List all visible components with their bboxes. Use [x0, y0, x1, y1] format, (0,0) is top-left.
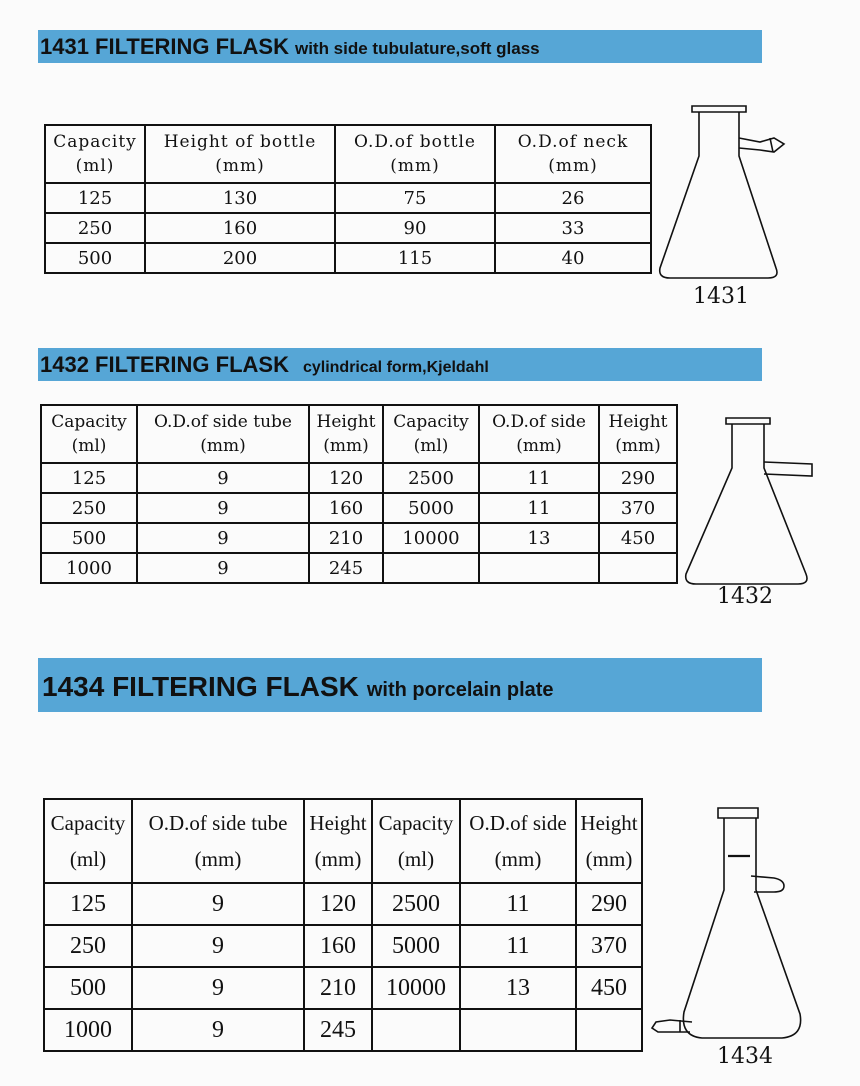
table-row — [44, 967, 642, 1009]
table-row — [41, 463, 677, 493]
section-1431-subtitle: with side tubulature,soft glass — [294, 39, 540, 58]
table-cell: 33 — [495, 213, 651, 243]
table-cell — [372, 1009, 460, 1051]
column-header-label: Height — [316, 412, 376, 432]
table-cell — [460, 1009, 576, 1051]
column-header-label: Capacity — [51, 412, 127, 432]
table-cell: 290 — [599, 463, 677, 493]
flask-1434-illustration — [644, 800, 814, 1050]
column-header-unit: (ml) — [397, 847, 435, 871]
column-header — [479, 405, 599, 463]
table-cell: 9 — [137, 553, 309, 583]
table-cell: 2500 — [383, 463, 479, 493]
table-cell: 500 — [41, 523, 137, 553]
section-1432-subtitle: cylindrical form,Kjeldahl — [302, 359, 489, 376]
table-cell: 210 — [304, 967, 372, 1009]
table-cell: 5000 — [372, 925, 460, 967]
flask-1432-illustration — [680, 412, 820, 592]
table-cell: 9 — [132, 883, 304, 925]
column-header — [372, 799, 460, 883]
table-cell: 26 — [495, 183, 651, 213]
column-header-unit: (mm) — [585, 847, 633, 871]
column-header-label: Height — [608, 412, 668, 432]
section-1434-banner — [38, 658, 762, 712]
column-header — [309, 405, 383, 463]
table-cell: 1000 — [44, 1009, 132, 1051]
column-header-unit: (mm) — [615, 436, 661, 456]
table-cell: 5000 — [383, 493, 479, 523]
column-header — [41, 405, 137, 463]
table-cell: 125 — [45, 183, 145, 213]
table-cell: 90 — [335, 213, 495, 243]
table-cell: 245 — [304, 1009, 372, 1051]
table-cell: 1000 — [41, 553, 137, 583]
column-header-unit: (mm) — [314, 847, 362, 871]
table-cell: 11 — [460, 925, 576, 967]
table-cell: 13 — [460, 967, 576, 1009]
table-cell: 9 — [137, 523, 309, 553]
table-cell: 11 — [460, 883, 576, 925]
column-header-unit: (mm) — [194, 847, 242, 871]
table-header-row — [41, 405, 677, 463]
column-header — [137, 405, 309, 463]
table-cell: 115 — [335, 243, 495, 273]
table-cell: 210 — [309, 523, 383, 553]
flask-1431-illustration — [650, 98, 790, 288]
table-cell: 120 — [304, 883, 372, 925]
table-cell: 370 — [576, 925, 642, 967]
table-row — [44, 883, 642, 925]
column-header-unit: (ml) — [75, 156, 115, 176]
column-header — [599, 405, 677, 463]
table-cell: 160 — [304, 925, 372, 967]
table-cell: 9 — [132, 925, 304, 967]
table-row — [44, 1009, 642, 1051]
column-header — [495, 125, 651, 183]
table-cell: 9 — [132, 1009, 304, 1051]
table-cell: 9 — [137, 493, 309, 523]
column-header — [44, 799, 132, 883]
table-row — [41, 493, 677, 523]
column-header-unit: (mm) — [215, 156, 265, 176]
column-header-label: O.D.of side — [469, 811, 567, 835]
section-1432-banner — [38, 348, 762, 381]
column-header — [335, 125, 495, 183]
table-cell — [383, 553, 479, 583]
flask-1432-label: 1432 — [717, 584, 773, 609]
table-row — [45, 243, 651, 273]
table-cell: 125 — [44, 883, 132, 925]
table-row — [41, 553, 677, 583]
table-cell: 500 — [45, 243, 145, 273]
column-header-unit: (mm) — [323, 436, 369, 456]
section-1432-title: 1432 FILTERING FLASK — [40, 352, 289, 377]
table-cell: 250 — [45, 213, 145, 243]
column-header — [132, 799, 304, 883]
column-header-unit: (ml) — [69, 847, 107, 871]
column-header-label: Capacity — [378, 811, 454, 835]
table-cell: 450 — [599, 523, 677, 553]
table-cell: 370 — [599, 493, 677, 523]
column-header-label: O.D.of side — [492, 412, 586, 432]
column-header-unit: (mm) — [200, 436, 246, 456]
table-cell: 9 — [132, 967, 304, 1009]
table-cell: 120 — [309, 463, 383, 493]
section-1434-title: 1434 FILTERING FLASK — [42, 671, 359, 702]
table-cell: 160 — [145, 213, 335, 243]
table-cell: 245 — [309, 553, 383, 583]
table-cell: 11 — [479, 463, 599, 493]
column-header-label: Capacity — [53, 132, 137, 152]
column-header — [45, 125, 145, 183]
table-cell: 13 — [479, 523, 599, 553]
table-cell: 10000 — [372, 967, 460, 1009]
table-cell: 250 — [44, 925, 132, 967]
table-cell: 200 — [145, 243, 335, 273]
table-cell: 130 — [145, 183, 335, 213]
column-header — [460, 799, 576, 883]
table-cell — [599, 553, 677, 583]
column-header-unit: (ml) — [71, 436, 107, 456]
column-header — [576, 799, 642, 883]
table-cell: 160 — [309, 493, 383, 523]
column-header — [145, 125, 335, 183]
table-1432 — [40, 404, 678, 584]
table-row — [44, 925, 642, 967]
column-header — [304, 799, 372, 883]
column-header-label: Height — [309, 811, 367, 835]
column-header-label: Height — [580, 811, 638, 835]
column-header-label: Height of bottle — [163, 132, 317, 152]
column-header-label: O.D.of side tube — [148, 811, 288, 835]
column-header-unit: (mm) — [516, 436, 562, 456]
table-header-row — [45, 125, 651, 183]
column-header-unit: (mm) — [390, 156, 440, 176]
column-header-label: O.D.of bottle — [354, 132, 476, 152]
column-header-label: Capacity — [393, 412, 469, 432]
flask-1434-label: 1434 — [717, 1044, 773, 1069]
table-cell: 10000 — [383, 523, 479, 553]
column-header-unit: (mm) — [548, 156, 598, 176]
section-1431-banner — [38, 30, 762, 63]
section-1434-subtitle: with porcelain plate — [366, 679, 554, 701]
table-cell — [479, 553, 599, 583]
table-cell: 290 — [576, 883, 642, 925]
column-header — [383, 405, 479, 463]
table-1434 — [43, 798, 643, 1052]
table-cell: 500 — [44, 967, 132, 1009]
table-cell: 40 — [495, 243, 651, 273]
section-1431-title: 1431 FILTERING FLASK — [40, 34, 289, 59]
column-header-label: Capacity — [50, 811, 126, 835]
flask-1431-label: 1431 — [693, 284, 749, 309]
table-cell: 125 — [41, 463, 137, 493]
table-row — [45, 183, 651, 213]
table-header-row — [44, 799, 642, 883]
table-cell: 450 — [576, 967, 642, 1009]
table-cell — [576, 1009, 642, 1051]
table-row — [41, 523, 677, 553]
column-header-unit: (mm) — [494, 847, 542, 871]
table-cell: 9 — [137, 463, 309, 493]
table-cell: 2500 — [372, 883, 460, 925]
table-row — [45, 213, 651, 243]
column-header-label: O.D.of neck — [517, 132, 629, 152]
column-header-unit: (ml) — [413, 436, 449, 456]
table-1431 — [44, 124, 652, 274]
table-cell: 250 — [41, 493, 137, 523]
table-cell: 75 — [335, 183, 495, 213]
table-cell: 11 — [479, 493, 599, 523]
column-header-label: O.D.of side tube — [154, 412, 292, 432]
